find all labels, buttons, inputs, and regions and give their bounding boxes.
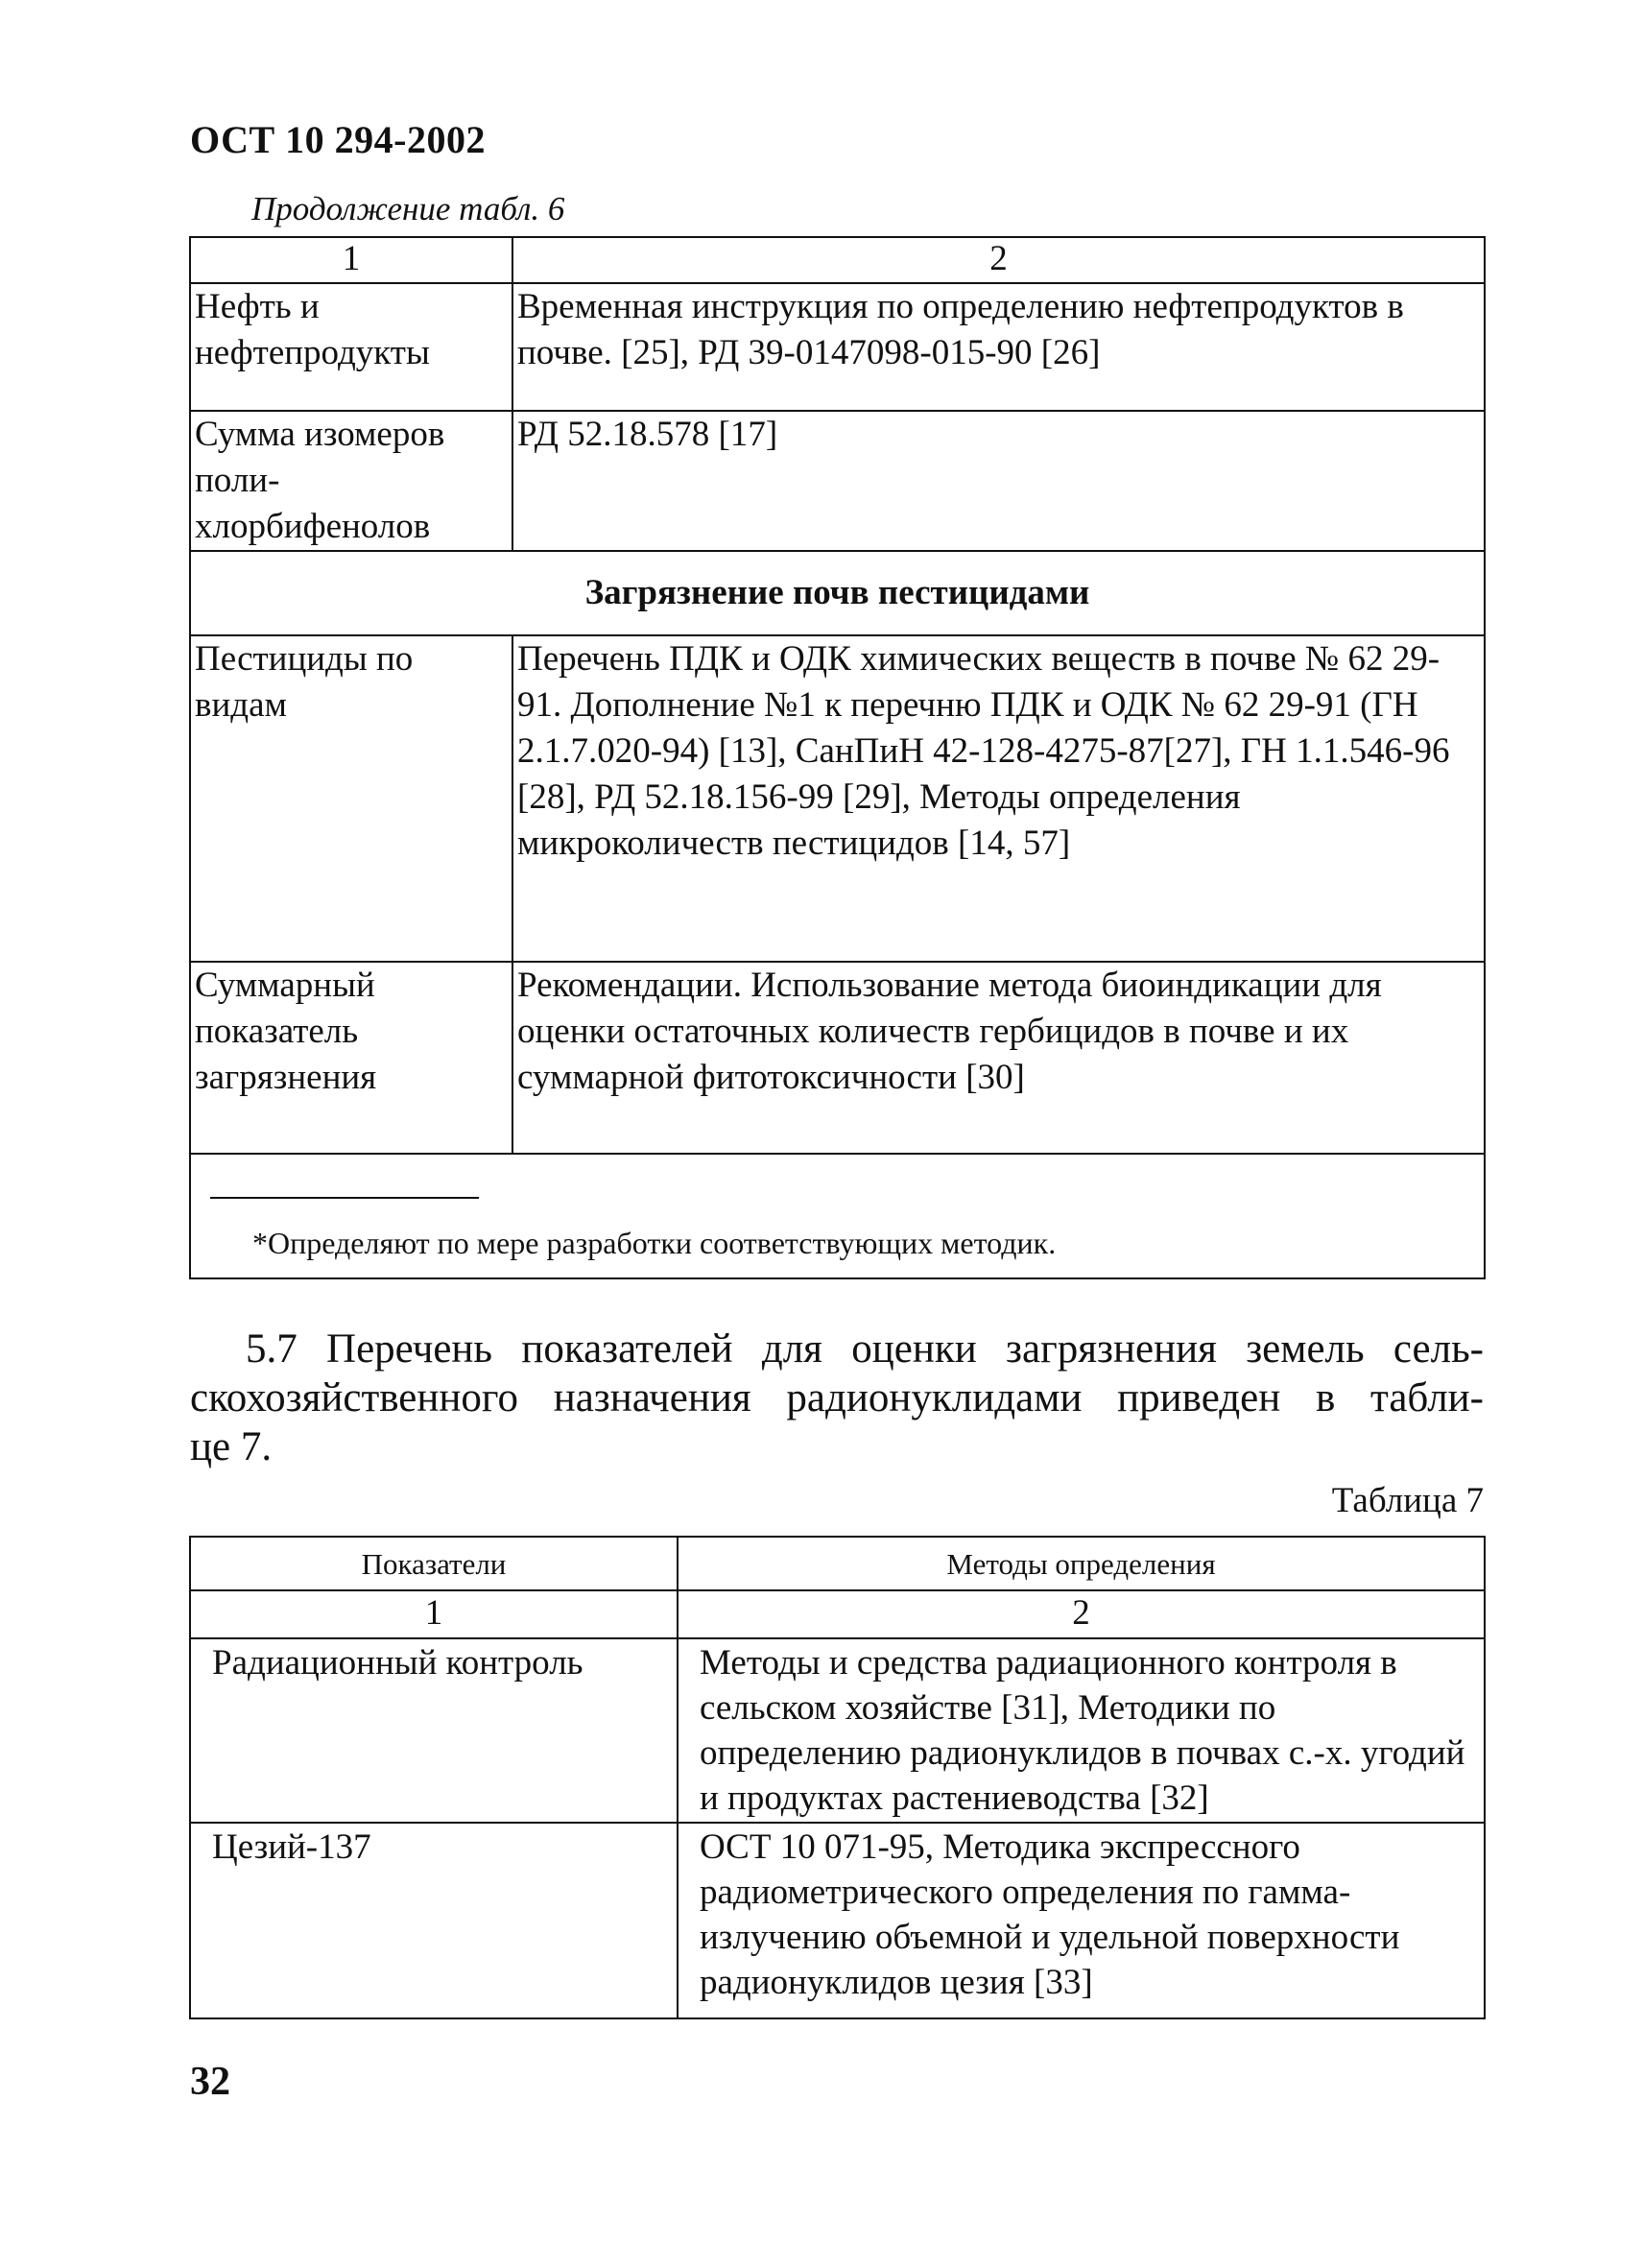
method-cell: Рекомендации. Использование метода биоиндикации для оценки остаточных количеств гербицидов в почве и их суммарной фитотоксичности [30] [512,962,1485,1154]
document-header: ОСТ 10 294-2002 [190,118,486,161]
table-row [190,962,1485,1154]
paragraph-line: це 7. [190,1424,273,1469]
table-7-header-row [190,1537,1485,1590]
column-number: 1 [190,1590,678,1638]
footnote-rule [210,1197,479,1199]
table-7-column-numbers [190,1590,1485,1638]
table-row [190,1638,1485,1823]
page-number: 32 [190,2060,230,2104]
method-cell: Перечень ПДК и ОДК химических веществ в почве № 62 29-91. Дополнение №1 к перечню ПДК и ОДК № 62 29-91 (ГН 2.1.7.020-94) [13], СанПиН 42-128-4275-87[27], ГН 1.1.546-96 [28], РД 52.18.156-99 [29], Методы определения микроколичеств пестицидов [14, 57] [512,635,1485,962]
indicator-cell: Суммарный показатель загрязнения [190,962,512,1154]
column-number: 1 [190,237,512,283]
footnote-cell [190,1154,1485,1278]
paragraph-line: скохозяйственного назначения радионуклидами приведен в табли- [190,1375,1484,1420]
table-6-column-numbers [190,237,1485,283]
footnote-text: *Определяют по мере разработки соответствующих методик. [252,1226,1057,1260]
indicator-cell: Пестициды по видам [190,635,512,962]
table-row [190,411,1485,551]
method-cell: ОСТ 10 071-95, Методика экспрессного радиометрического определения по гамма-излучению объемной и удельной поверхности радионуклидов цезия [33] [678,1823,1485,2018]
indicator-cell: Сумма изомеров поли-хлорбифенолов [190,411,512,551]
table-7 [189,1536,1486,2019]
section-heading-row [190,551,1485,635]
column-header: Методы определения [678,1537,1485,1590]
column-header: Показатели [190,1537,678,1590]
column-number: 2 [678,1590,1485,1638]
section-heading: Загрязнение почв пестицидами [190,551,1485,635]
column-number: 2 [512,237,1485,283]
table-continuation-label: Продолжение табл. 6 [251,190,565,227]
table-row [190,635,1485,962]
body-paragraph [190,1325,1484,1471]
method-cell: Временная инструкция по определению нефтепродуктов в почве. [25], РД 39-0147098-015-90 [26] [512,283,1485,411]
method-cell: РД 52.18.578 [17] [512,411,1485,551]
table-caption: Таблица 7 [1331,1481,1484,1520]
table-row [190,283,1485,411]
indicator-cell: Нефть и нефтепродукты [190,283,512,411]
method-cell: Методы и средства радиационного контроля в сельском хозяйстве [31], Методики по определению радионуклидов в почвах с.-х. угодий и продуктах растениеводства [32] [678,1638,1485,1823]
table-6 [189,236,1486,1279]
indicator-cell: Радиационный контроль [190,1638,678,1823]
table-row [190,1823,1485,2018]
footnote-row [190,1154,1485,1278]
paragraph-line: 5.7 Перечень показателей для оценки загрязнения земель сель- [246,1326,1484,1372]
indicator-cell: Цезий-137 [190,1823,678,2018]
